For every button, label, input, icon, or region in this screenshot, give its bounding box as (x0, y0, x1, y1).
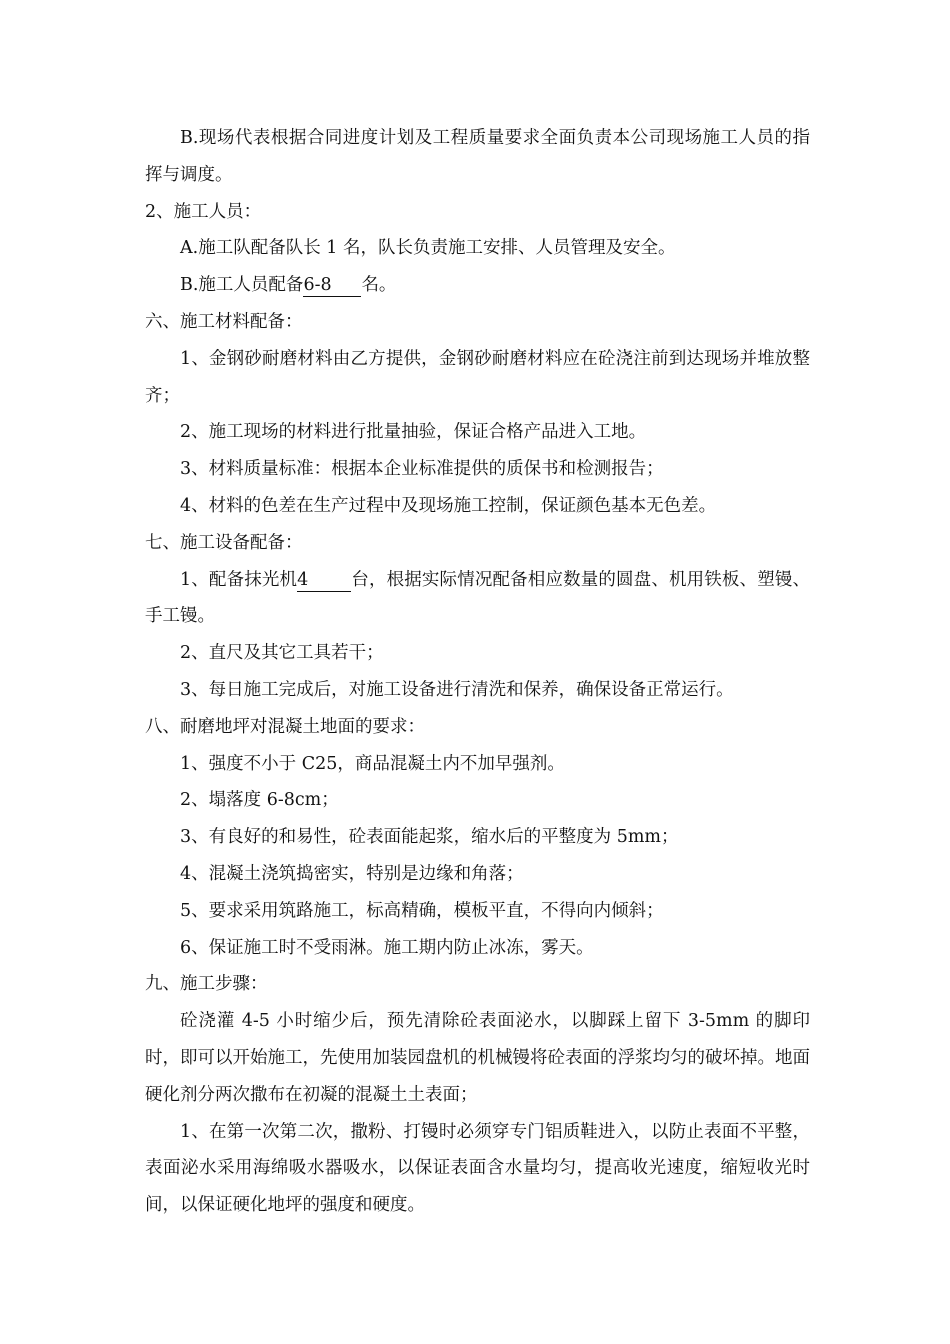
paragraph: 3、每日施工完成后，对施工设备进行清洗和保养，确保设备正常运行。 (180, 679, 734, 700)
paragraph: 1、强度不小于 C25，商品混凝土内不加早强剂。 (180, 753, 565, 774)
section-heading: 六、施工材料配备： (145, 311, 303, 332)
paragraph: 2、直尺及其它工具若干； (180, 643, 384, 664)
underlined-value: 4 (297, 569, 351, 592)
section-heading: 八、耐磨地坪对混凝土地面的要求： (145, 716, 425, 737)
paragraph: 3、材料质量标准：根据本企业标准提供的质保书和检测报告； (180, 459, 664, 480)
paragraph: 2、塌落度 6-8cm； (180, 790, 339, 811)
paragraph: 1、在第一次第二次，撒粉、打镘时必须穿专门铝质鞋进入，以防止表面不平整，表面泌水采用海绵吸水器吸水，以保证表面含水量均匀，提高收光速度，缩短收光时间，以保证硬化地坪的强度和硬度。 (145, 1121, 810, 1216)
paragraph: 2、施工现场的材料进行批量抽验，保证合格产品进入工地。 (180, 422, 647, 443)
paragraph: 1、金钢砂耐磨材料由乙方提供，金钢砂耐磨材料应在砼浇注前到达现场并堆放整齐； (145, 348, 810, 406)
paragraph: 5、要求采用筑路施工，标高精确，模板平直，不得向内倾斜； (180, 900, 664, 921)
document-body (145, 120, 810, 1224)
paragraph-text: 台，根据实际情况配备相应数量的圆盘、机用铁板、塑镘、手工镘。 (145, 569, 810, 627)
section-heading: 九、施工步骤： (145, 974, 268, 995)
paragraph: 6、保证施工时不受雨淋。施工期内防止冰冻，雾天。 (180, 937, 594, 958)
paragraph-text: B.施工人员配备 (180, 275, 304, 296)
paragraph: 砼浇灌 4-5 小时缩少后，预先清除砼表面泌水，以脚踩上留下 3-5mm 的脚印时，即可以开始施工，先使用加装园盘机的机械镘将砼表面的浮浆均匀的破坏掉。地面硬化剂分两次撒布在初凝的混凝土土表面； (145, 1011, 810, 1105)
paragraph: 4、混凝土浇筑捣密实，特别是边缘和角落； (180, 863, 524, 884)
paragraph: 3、有良好的和易性，砼表面能起浆，缩水后的平整度为 5mm； (180, 827, 679, 848)
paragraph (145, 267, 810, 304)
paragraph-text: 1、配备抹光机 (180, 569, 298, 590)
section-heading: 2、施工人员： (145, 201, 262, 222)
underlined-value: 6-8 (303, 274, 361, 297)
section-heading: 七、施工设备配备： (145, 532, 303, 553)
paragraph: A.施工队配备队长 1 名，队长负责施工安排、人员管理及安全。 (180, 238, 676, 259)
paragraph: 4、材料的色差在生产过程中及现场施工控制，保证颜色基本无色差。 (180, 495, 717, 516)
paragraph (145, 562, 810, 636)
paragraph: B.现场代表根据合同进度计划及工程质量要求全面负责本公司现场施工人员的指挥与调度。 (145, 128, 810, 185)
paragraph-text: 名。 (361, 275, 397, 296)
